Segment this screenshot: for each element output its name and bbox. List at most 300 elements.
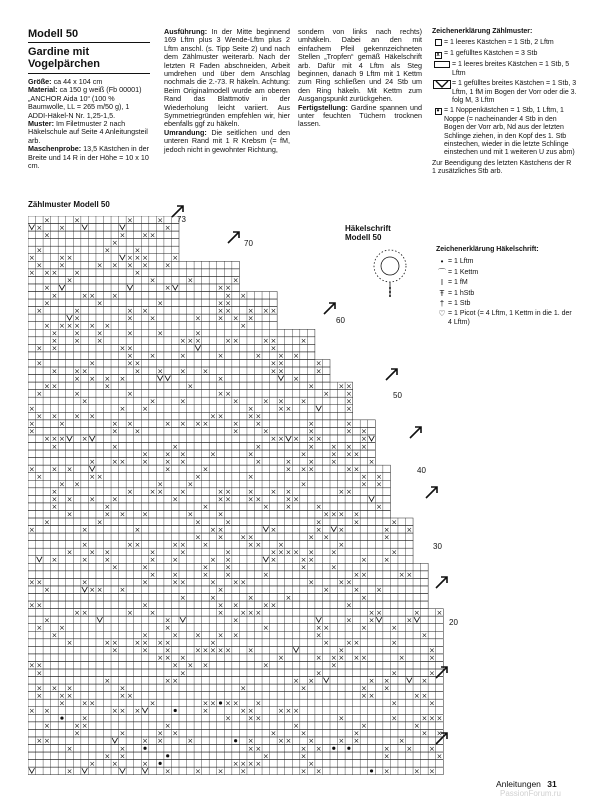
popcorn-mark: [370, 769, 373, 772]
filled-mark: ×: [134, 367, 141, 376]
filled-mark: ×: [217, 586, 224, 595]
filled-mark: ×: [149, 608, 156, 617]
filled-mark: ×: [172, 631, 179, 640]
filled-mark: ×: [240, 759, 247, 768]
filled-mark: ×: [413, 691, 420, 700]
popcorn-mark: [166, 754, 169, 757]
filled-mark: ×: [285, 457, 292, 466]
filled-mark: ×: [126, 216, 133, 225]
title-divider: [28, 42, 150, 43]
legend-note: Zur Beendigung des letzten Kästchens der R 1 zusätzliches Stb arb.: [432, 159, 572, 176]
filled-mark: ×: [119, 510, 126, 519]
filled-mark: ×: [225, 571, 232, 580]
filled-mark: ×: [142, 254, 148, 262]
filled-mark: ×: [104, 374, 111, 383]
chart-row: [28, 601, 428, 609]
arrow-icon: [384, 366, 400, 382]
row-label-50: 50: [393, 391, 402, 400]
filled-mark: ×: [262, 661, 269, 670]
filled-mark: ×: [421, 676, 428, 685]
filled-mark: ×: [277, 352, 284, 361]
filled-mark: ×: [361, 722, 367, 731]
filled-mark: ×: [74, 608, 81, 617]
filled-mark: ×: [240, 608, 247, 617]
filled-mark: ×: [338, 714, 345, 723]
filled-mark: ×: [361, 427, 367, 436]
filled-mark: ×: [270, 367, 277, 376]
filled-mark: ×: [43, 722, 50, 731]
filled-mark: ×: [315, 503, 322, 512]
filled-mark: ×: [149, 699, 156, 708]
filled-mark: ×: [96, 261, 103, 270]
legend-item-empty-box: [432, 39, 577, 48]
size-label: Größe:: [28, 77, 52, 86]
filled-mark: ×: [421, 714, 428, 723]
filled-mark: ×: [345, 450, 352, 459]
filled-mark: ×: [74, 729, 81, 738]
filled-mark: ×: [28, 707, 35, 715]
filled-mark: ×: [66, 254, 73, 262]
filled-mark: ×: [28, 578, 35, 587]
filled-mark: ×: [300, 480, 307, 489]
legend-item-filled-wide-box: [432, 80, 577, 105]
chart-row: [28, 548, 413, 556]
filled-mark: ×: [406, 616, 413, 625]
filled-mark: ×: [51, 291, 58, 300]
filled-mark: ×: [28, 405, 35, 413]
filled-mark: ×: [172, 661, 179, 670]
filled-mark: ×: [217, 608, 224, 617]
chain-icon: •: [440, 257, 444, 267]
filled-mark: ×: [36, 261, 43, 270]
filled-mark: ×: [59, 480, 65, 489]
chart-legend: [432, 28, 577, 177]
filled-mark: ×: [277, 737, 284, 746]
filled-mark: ×: [104, 548, 111, 557]
filled-mark: ×: [232, 699, 239, 708]
filled-mark: ×: [157, 480, 164, 489]
arrow-icon: [434, 574, 450, 590]
filled-mark: ×: [338, 646, 345, 655]
filled-mark: ×: [247, 707, 254, 715]
filled-mark: ×: [51, 435, 58, 444]
filled-mark: ×: [406, 525, 413, 534]
gauge-label: Maschenprobe:: [28, 144, 82, 154]
filled-mark: ×: [391, 548, 398, 557]
filled-mark: ×: [36, 412, 43, 421]
filled-mark: ×: [247, 412, 254, 421]
filled-mark: ×: [270, 344, 277, 353]
filled-mark: ×: [28, 269, 35, 278]
filled-mark: ×: [81, 722, 88, 731]
v-mark: [142, 768, 148, 773]
filled-mark: ×: [345, 397, 352, 406]
chart-row: [28, 594, 428, 602]
filled-mark: ×: [376, 586, 383, 595]
filled-mark: ×: [353, 571, 360, 580]
filled-mark: ×: [376, 608, 383, 617]
filled-mark: ×: [391, 623, 398, 632]
v-mark: [89, 466, 95, 471]
filled-mark: ×: [323, 533, 330, 542]
filled-mark: ×: [142, 405, 148, 413]
filled-mark: ×: [111, 238, 118, 247]
filled-mark: ×: [255, 352, 262, 361]
filled-mark: ×: [436, 729, 443, 738]
filled-mark: ×: [391, 699, 398, 708]
filled-mark: ×: [217, 306, 224, 315]
filled-mark: ×: [308, 382, 315, 391]
filled-mark: ×: [119, 405, 126, 413]
filled-mark: ×: [149, 276, 156, 285]
filled-mark: ×: [225, 548, 232, 557]
row-label-20: 20: [449, 618, 458, 627]
pattern-value: Im Filetmuster 2 nach Häkelschule auf Seite 4 Anleitungsteil arb.: [28, 119, 148, 145]
filled-mark: ×: [285, 548, 292, 557]
filled-mark: ×: [51, 503, 58, 512]
v-mark: [407, 678, 413, 683]
filled-mark: ×: [421, 631, 428, 640]
legend2-item: [436, 300, 576, 308]
chart-row: [28, 578, 428, 586]
slip-stitch-icon: ⌒: [438, 267, 446, 277]
filled-mark: ×: [142, 737, 148, 746]
filled-mark: ×: [59, 261, 65, 270]
v-mark: [142, 708, 148, 713]
filled-mark: ×: [285, 593, 292, 602]
filled-mark: ×: [361, 442, 367, 451]
filled-mark: ×: [225, 495, 232, 504]
filled-mark: ×: [43, 321, 50, 330]
filled-mark: ×: [255, 540, 262, 549]
legend-item-wide-box: [432, 61, 577, 78]
filled-mark: ×: [36, 223, 43, 232]
filled-mark: ×: [164, 450, 171, 459]
filled-mark: ×: [308, 676, 315, 685]
filled-mark: ×: [111, 420, 118, 429]
filled-mark: ×: [202, 540, 209, 549]
filled-mark: ×: [142, 639, 148, 648]
filled-mark: ×: [149, 231, 156, 240]
filled-mark: ×: [210, 593, 216, 602]
filled-mark: ×: [89, 495, 96, 504]
filled-mark: ×: [28, 420, 35, 429]
filled-mark: ×: [111, 563, 118, 572]
filled-mark: ×: [255, 699, 262, 708]
filled-mark: ×: [51, 329, 58, 338]
filled-mark: ×: [119, 691, 126, 700]
subtitle-line-1: Gardine mit: [28, 46, 90, 58]
filled-mark: ×: [330, 548, 337, 557]
page-number: 31: [547, 779, 557, 789]
legend2-item: [436, 269, 576, 277]
filled-mark: ×: [293, 722, 299, 731]
v-mark: [316, 617, 322, 622]
filled-mark: ×: [255, 608, 262, 617]
filled-mark: ×: [232, 759, 239, 768]
filled-mark: ×: [157, 729, 164, 738]
filled-mark: ×: [345, 382, 352, 391]
v-mark: [369, 496, 375, 501]
empty-box-icon: [432, 39, 444, 48]
watermark: PassionForum.ru: [500, 789, 561, 798]
filled-mark: ×: [126, 329, 133, 338]
filled-mark: ×: [119, 707, 126, 715]
execution-label: Ausführung:: [164, 27, 208, 36]
filled-mark: ×: [368, 457, 375, 466]
filled-mark: ×: [277, 707, 284, 715]
filled-mark: ×: [262, 623, 269, 632]
filled-mark: ×: [66, 639, 73, 648]
filled-mark: ×: [66, 495, 73, 504]
filled-mark: ×: [406, 571, 413, 580]
edging-text: Die seitlichen und den unteren Rand mit 1 R Krebsm (= fM, jedoch nicht in gewohnter Richtung,: [164, 127, 290, 154]
filled-mark: ×: [285, 465, 292, 474]
filled-mark: ×: [232, 427, 239, 436]
filled-mark: ×: [376, 480, 383, 489]
filled-mark: ×: [74, 337, 81, 346]
filled-mark: ×: [96, 472, 103, 481]
filled-mark: ×: [157, 639, 164, 648]
filled-mark: ×: [308, 457, 315, 466]
filled-mark: ×: [300, 744, 307, 753]
filled-mark: ×: [81, 525, 88, 534]
filled-mark: ×: [210, 639, 216, 648]
filled-mark: ×: [247, 608, 254, 617]
filled-mark: ×: [247, 405, 254, 413]
filled-mark: ×: [300, 563, 307, 572]
filled-mark: ×: [247, 593, 254, 602]
popcorn-mark: [347, 747, 350, 750]
filled-mark: ×: [361, 593, 367, 602]
filled-mark: ×: [164, 646, 171, 655]
legend-text: = 1 Noppenkästchen = 1 Stb, 1 Lftm, 1 Noppe (= nacheinander 4 Stb in den Bogen der Vorr arb, Nd aus der letzten Schlinge ziehen, in den Kopf des 1. Stb einstechen, wieder in die letzte Schlinge einstechen und mit 1 weiteren U zus abm): [444, 107, 575, 157]
chart-row: [28, 639, 443, 647]
v-mark: [331, 527, 337, 532]
filled-mark: ×: [262, 752, 269, 761]
filled-mark: ×: [51, 495, 58, 504]
size-value: ca 44 x 104 cm: [53, 77, 103, 86]
filled-mark: ×: [187, 737, 194, 746]
v-mark: [180, 617, 186, 622]
filled-mark: ×: [383, 533, 390, 542]
filled-mark: ×: [225, 299, 232, 308]
filled-mark: ×: [217, 533, 224, 542]
filled-mark: ×: [142, 759, 148, 768]
filled-mark: ×: [262, 503, 269, 512]
v-mark: [263, 527, 269, 532]
filled-mark: ×: [89, 699, 96, 708]
v-mark: [82, 225, 88, 230]
filled-mark: ×: [232, 420, 239, 429]
filled-mark: ×: [277, 654, 284, 663]
model-title: Modell 50: [28, 28, 79, 40]
filled-mark: ×: [194, 314, 201, 323]
filled-mark: ×: [164, 676, 171, 685]
filled-mark: ×: [134, 525, 141, 534]
filled-mark: ×: [51, 382, 58, 391]
filled-mark: ×: [96, 586, 103, 595]
filled-mark: ×: [179, 420, 186, 429]
filled-mark: ×: [43, 707, 50, 715]
legend2-item: [436, 258, 576, 266]
filled-mark: ×: [43, 435, 50, 444]
legend2-text: = 1 fM: [448, 279, 468, 287]
filled-mark: ×: [89, 374, 96, 383]
filled-mark: ×: [187, 480, 194, 489]
filled-mark: ×: [247, 306, 254, 315]
filled-mark: ×: [111, 646, 118, 655]
filled-mark: ×: [353, 729, 360, 738]
gauge-value: 13,5 Kästchen in der Breite und 14 R in der Höhe = 10 x 10 cm.: [28, 144, 150, 171]
filled-mark: ×: [202, 707, 209, 715]
arrow-icon: [424, 484, 440, 500]
half-double-icon: Ŧ: [439, 288, 445, 298]
filled-mark: ×: [134, 427, 141, 436]
filled-mark: ×: [217, 525, 224, 534]
v-mark: [316, 406, 322, 411]
filled-mark: ×: [164, 284, 171, 293]
filled-mark: ×: [338, 737, 345, 746]
chart-row: [28, 299, 277, 307]
filled-mark: ×: [232, 616, 239, 625]
filled-mark: ×: [194, 420, 201, 429]
filled-mark: ×: [285, 737, 292, 746]
v-mark: [165, 376, 171, 381]
filled-mark: ×: [74, 389, 81, 398]
filled-mark: ×: [232, 276, 239, 285]
filled-mark: ×: [247, 737, 254, 746]
filled-mark: ×: [126, 691, 133, 700]
filled-mark: ×: [428, 744, 435, 753]
arrow-icon: [226, 229, 242, 245]
filled-mark: ×: [36, 669, 43, 678]
filled-mark: ×: [293, 352, 299, 361]
filled-mark: ×: [240, 578, 247, 587]
filled-mark: ×: [36, 344, 43, 353]
filled-mark: ×: [119, 457, 126, 466]
filled-mark: ×: [43, 216, 50, 225]
filled-mark: ×: [398, 571, 405, 580]
filled-mark: ×: [111, 427, 118, 436]
filled-mark: ×: [126, 314, 133, 323]
filled-mark: ×: [353, 465, 360, 474]
filled-mark: ×: [361, 480, 367, 489]
filled-mark: ×: [172, 442, 179, 451]
filled-mark: ×: [51, 337, 58, 346]
filled-mark: ×: [391, 714, 398, 723]
filled-mark: ×: [126, 344, 133, 353]
filled-mark: ×: [104, 246, 111, 255]
filled-mark: ×: [36, 601, 43, 610]
filled-mark: ×: [240, 533, 247, 542]
filled-mark: ×: [293, 548, 299, 557]
v-mark: [369, 436, 375, 441]
filled-mark: ×: [179, 669, 186, 678]
v-mark: [120, 768, 126, 773]
filled-mark: ×: [323, 639, 330, 648]
filled-mark: ×: [142, 563, 148, 572]
filled-mark: ×: [164, 616, 171, 625]
arrow-icon: [408, 424, 424, 440]
filled-mark: ×: [315, 435, 322, 444]
filled-mark: ×: [383, 744, 390, 753]
filled-mark: ×: [330, 661, 337, 670]
v-mark: [29, 225, 35, 230]
legend-title: Zeichenerklärung Zählmuster:: [432, 28, 533, 35]
filled-mark: ×: [111, 707, 118, 715]
popcorn-mark: [174, 709, 177, 712]
chart-row: [28, 405, 353, 413]
filled-mark: ×: [277, 367, 284, 376]
popcorn-mark: [234, 739, 237, 742]
filled-mark: ×: [232, 314, 239, 323]
filled-mark: ×: [59, 623, 65, 632]
filled-mark: ×: [300, 450, 307, 459]
execution-text: In der Mitte beginnend 169 Lftm plus 3 Wende-Lftm plus 2 Lftm anschl. (s. Tipp Seite 2) und nach dem Zählmuster weiterarb. Nach der letzten R Faden abschneiden, Arbeit umdrehen und über dem Anschlag nochmals die 2.-73. R häkeln. Achtung: Beim Originalmodell wurde am oberen Rand das Blattmotiv in der Wiederholung leicht variiert. Aus Symmetriegründen empfehlen wir, hier ebenfalls ggf zu häkeln.: [164, 27, 291, 129]
legend-text: = 1 leeres breites Kästchen = 1 Stb, 5 Lftm: [452, 61, 570, 77]
filled-mark: ×: [74, 216, 81, 225]
filled-mark: ×: [315, 359, 322, 368]
footer: [496, 779, 557, 789]
filled-mark: ×: [43, 737, 50, 746]
filled-mark: ×: [187, 382, 194, 391]
filled-mark: ×: [338, 382, 345, 391]
filled-mark: ×: [142, 601, 148, 610]
material-value: ca 150 g weiß (Fb 00001) „ANCHOR Aida 10“ (100 % Baumwolle, LL = 265 m/50 g), 1 ADDI-Häkel-N Nr. 1,25-1,5.: [28, 85, 142, 120]
filled-mark: ×: [119, 729, 126, 738]
legend2-text: = 1 Stb: [448, 300, 471, 308]
filled-mark: ×: [262, 397, 269, 406]
filled-mark: ×: [81, 608, 88, 617]
filled-mark: ×: [74, 722, 81, 731]
filled-mark: ×: [149, 548, 156, 557]
filled-mark: ×: [179, 578, 186, 587]
picot-icon: ♡: [438, 309, 446, 319]
filled-mark: ×: [142, 646, 148, 655]
filled-mark: ×: [66, 744, 73, 753]
filled-mark: ×: [149, 556, 156, 564]
filled-mark: ×: [308, 578, 315, 587]
filled-mark: ×: [157, 299, 164, 308]
row-label-73: 73: [177, 215, 186, 224]
filled-mark: ×: [345, 427, 352, 436]
chart-row: [28, 586, 428, 594]
filled-mark: ×: [225, 337, 232, 346]
filled-mark: ×: [111, 759, 118, 768]
filled-mark: ×: [66, 691, 73, 700]
legend2-item: [436, 279, 576, 287]
filled-mark: ×: [126, 261, 133, 270]
filled-mark: ×: [134, 254, 141, 262]
filled-mark: ×: [217, 495, 224, 504]
filled-mark: ×: [315, 744, 322, 753]
filled-mark: ×: [345, 405, 352, 413]
filled-mark: ×: [36, 661, 43, 670]
filled-mark: ×: [428, 654, 435, 663]
filled-mark: ×: [285, 495, 292, 504]
filled-mark: ×: [247, 495, 254, 504]
filled-mark: ×: [361, 684, 367, 693]
filled-mark: ×: [247, 646, 254, 655]
v-mark: [263, 557, 269, 562]
filled-mark: ×: [323, 510, 330, 519]
filled-mark: ×: [179, 654, 186, 663]
filled-mark: ×: [172, 729, 179, 738]
filled-mark: ×: [270, 556, 277, 564]
filled-mark: ×: [308, 533, 315, 542]
filled-mark: ×: [179, 367, 186, 376]
